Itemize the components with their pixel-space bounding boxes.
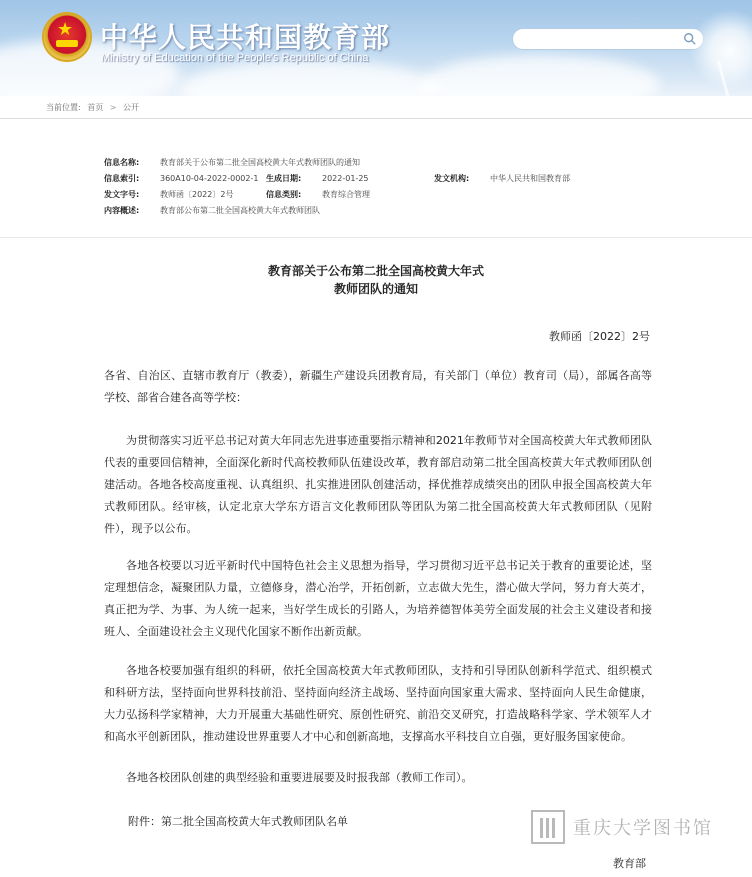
article-title-line1: 教育部关于公布第二批全国高校黄大年式 <box>267 264 484 278</box>
meta-key: 信息索引: <box>104 174 140 183</box>
search-box <box>512 28 704 50</box>
document-meta-table <box>104 155 664 219</box>
watermark-text: 重庆大学图书馆 <box>573 818 713 839</box>
meta-row-summary <box>104 203 664 219</box>
site-header <box>0 0 752 96</box>
breadcrumb-home-link[interactable]: 首页 <box>87 103 104 112</box>
meta-key: 信息类别: <box>266 190 302 199</box>
meta-value: 2022-01-25 <box>322 174 369 183</box>
body-paragraph: 为贯彻落实习近平总书记对黄大年同志先进事迹重要指示精神和2021年教师节对全国高校黄大年式教师团队代表的重要回信精神，全面深化新时代高校教师队伍建设改革，教育部启动第二批全国高校黄大年式教师团队创建活动。各地各校高度重视、认真组织、扎实推进团队创建活动，择优推荐成绩突出的团队申报全国高校黄大年式教师团队。经审核，认定北京大学东方语言文化教师团队等团队为第二批全国高校黄大年式教师团队（见附件），现予以公布。 <box>104 434 652 535</box>
meta-row-name <box>104 155 664 171</box>
meta-value: 教师函〔2022〕2号 <box>160 190 234 199</box>
meta-key: 生成日期: <box>266 174 302 183</box>
meta-key: 发文机构: <box>434 174 470 183</box>
body-paragraph: 各地各校团队创建的典型经验和重要进展要及时报我部（教师工作司）。 <box>126 771 473 784</box>
meta-value: 教育部公布第二批全国高校黄大年式教师团队 <box>160 206 320 215</box>
meta-key: 信息名称: <box>104 158 140 167</box>
divider <box>0 118 752 119</box>
meta-value: 360A10-04-2022-0002-1 <box>160 174 259 183</box>
header-cloud <box>420 55 660 96</box>
search-input[interactable] <box>521 31 675 48</box>
national-emblem-logo[interactable]: ★ <box>44 14 90 60</box>
meta-row-docno <box>104 187 664 203</box>
meta-row-index <box>104 171 664 187</box>
meta-key: 内容概述: <box>104 206 140 215</box>
breadcrumb-label: 当前位置: <box>46 103 81 112</box>
top-links <box>560 0 607 6</box>
body-paragraph: 各地各校要以习近平新时代中国特色社会主义思想为指导，学习贯彻习近平总书记关于教育的重要论述，坚定理想信念，凝聚团队力量，立德修身，潜心治学，开拓创新，立志做大先生，潜心做大学问，努力育大英才，真正把为学、为事、为人统一起来，当好学生成长的引路人，为培养德智体美劳全面发展的社会主义建设者和接班人、全面建设社会主义现代化国家不断作出新贡献。 <box>104 559 652 638</box>
site-title-chinese[interactable]: 中华人民共和国教育部 <box>100 21 391 54</box>
library-watermark <box>531 810 713 844</box>
body-paragraph: 各地各校要加强有组织的科研，依托全国高校黄大年式教师团队，支持和引导团队创新科学范式、组织模式和科研方法，坚持面向世界科技前沿、坚持面向经济主战场、坚持面向国家重大需求、坚持面向人民生命健康，大力弘扬科学家精神，大力开展重大基础性研究、原创性研究、前沿交叉研究，打造战略科学家、学术领军人才和高水平创新团队，推动建设世界重要人才中心和创新高地，支撑高水平科技自立自强，更好服务国家使命。 <box>104 664 652 743</box>
header-cloud <box>180 60 440 96</box>
breadcrumb-separator: > <box>109 103 117 112</box>
document-number: 教师函〔2022〕2号 <box>549 330 650 343</box>
dandelion-decoration <box>690 10 752 90</box>
breadcrumb <box>46 102 143 113</box>
attachment-link[interactable]: 附件：第二批全国高校黄大年式教师团队名单 <box>128 815 348 828</box>
breadcrumb-public-link[interactable]: 公开 <box>123 103 140 112</box>
meta-key: 发文字号: <box>104 190 140 199</box>
signature: 教育部 <box>613 857 646 870</box>
site-title-english: Ministry of Education of the People's Republic of China <box>101 52 369 64</box>
article-title-line2: 教师团队的通知 <box>333 282 418 296</box>
library-logo-icon <box>531 810 565 844</box>
meta-value: 教育综合管理 <box>322 190 370 199</box>
meta-value: 中华人民共和国教育部 <box>490 174 570 183</box>
salutation-paragraph: 各省、自治区、直辖市教育厅（教委），新疆生产建设兵团教育局，有关部门（单位）教育司（局），部属各高等学校、部省合建各高等学校： <box>104 369 652 404</box>
meta-value: 教育部关于公布第二批全国高校黄大年式教师团队的通知 <box>160 158 360 167</box>
divider <box>0 237 752 238</box>
